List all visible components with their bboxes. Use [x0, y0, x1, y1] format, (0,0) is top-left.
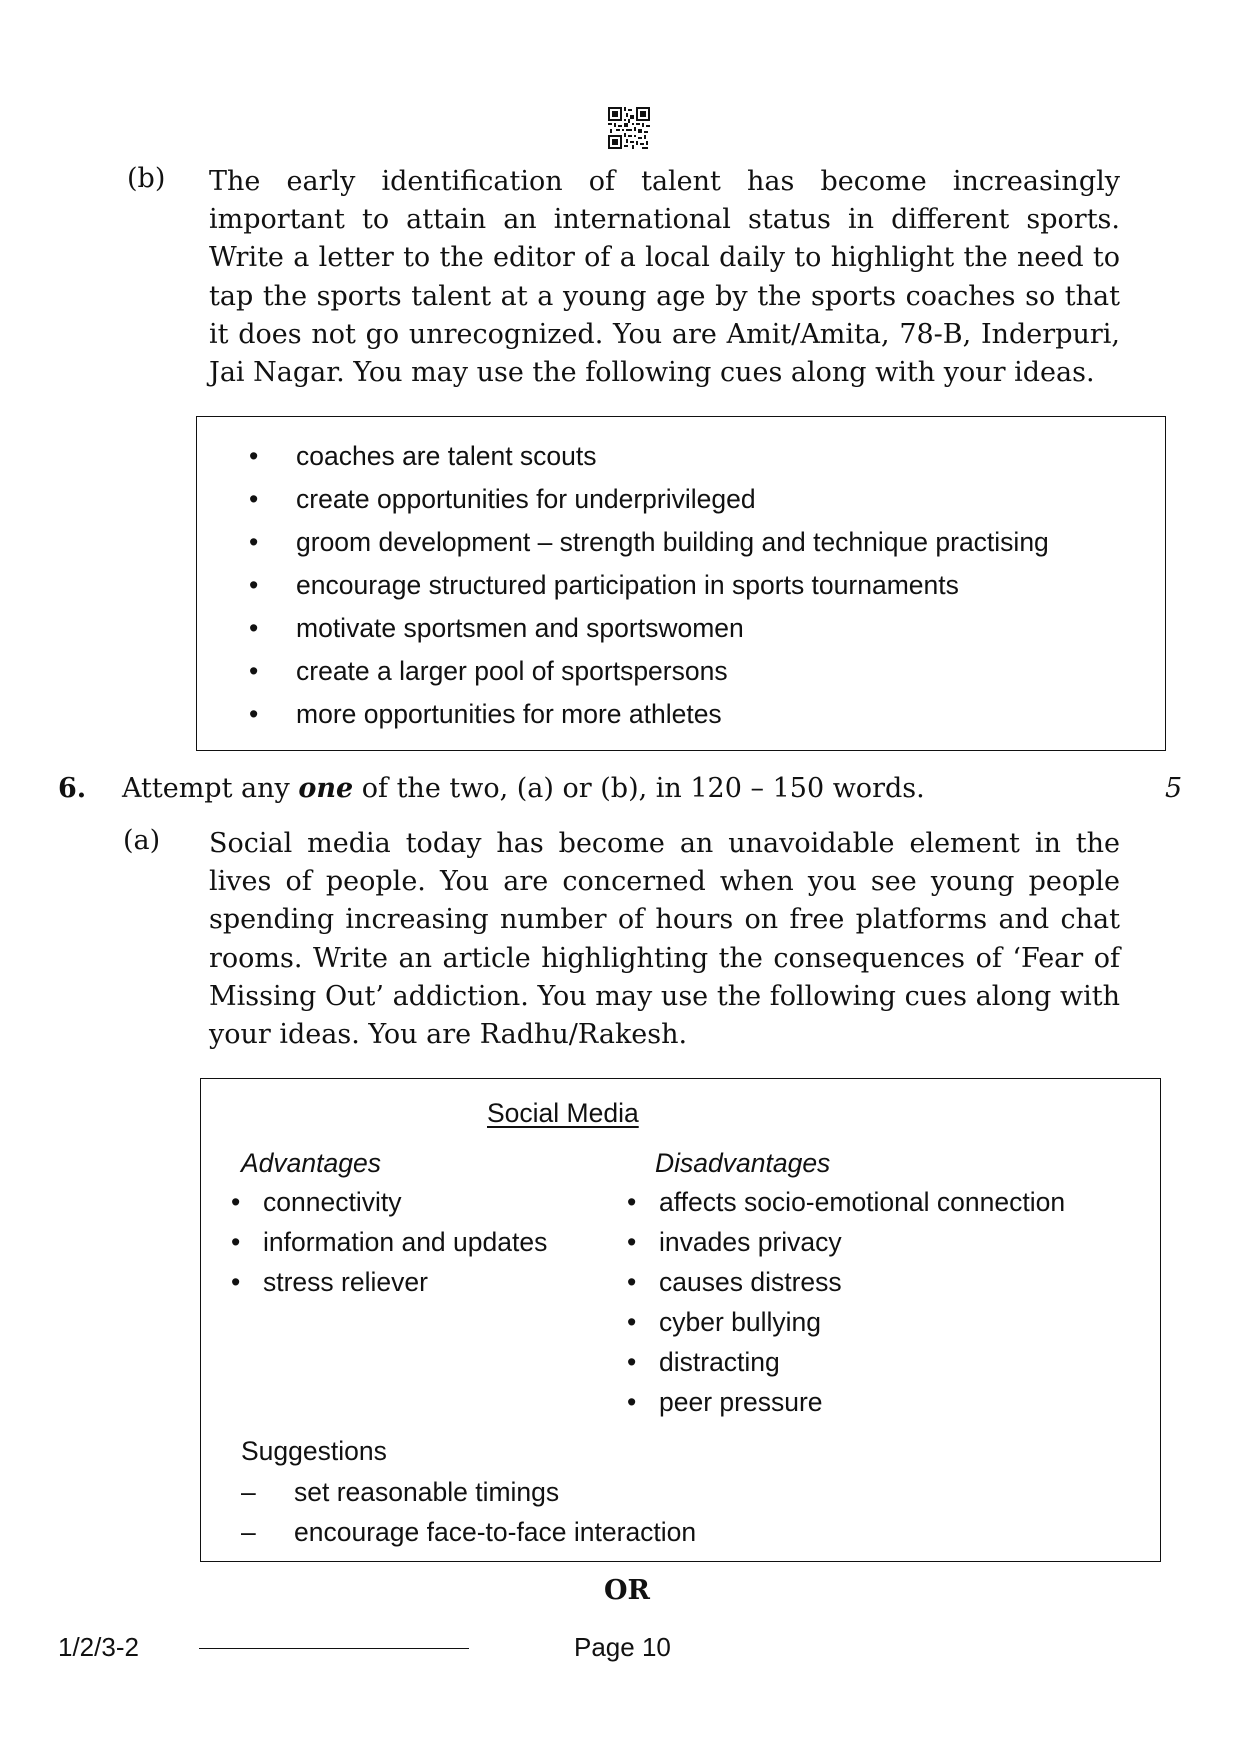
question-5b-label: (b) — [127, 163, 166, 194]
advantage-item: stress reliever — [263, 1267, 428, 1297]
bullet-icon: • — [231, 1267, 241, 1297]
question-6a-text — [209, 825, 1120, 1054]
question-5b-line: the editor of a local daily to highlight the need to tap the sports — [209, 242, 1120, 312]
cue-item: • create a larger pool of sportspersons — [249, 656, 728, 686]
bullet-icon: • — [249, 699, 259, 729]
sports-cues-list — [197, 441, 1165, 742]
cue-item: • motivate sportsmen and sportswomen — [249, 613, 744, 643]
qr-code-icon — [608, 107, 650, 149]
cue-item: • coaches are talent scouts — [249, 441, 597, 471]
bullet-icon: • — [249, 527, 259, 557]
bullet-icon: • — [627, 1307, 637, 1337]
disadvantages-heading: Disadvantages — [655, 1148, 831, 1178]
bullet-icon: • — [627, 1387, 637, 1417]
sports-cues-box — [196, 416, 1166, 751]
bullet-icon: • — [249, 656, 259, 686]
cue-item: • create opportunities for underprivileged — [249, 484, 756, 514]
disadvantage-item: affects socio-emotional connection — [659, 1187, 1066, 1217]
question-5b-line: talent at a young age by the sports coaches so that it does not go — [209, 280, 1120, 350]
footer-divider — [199, 1648, 469, 1649]
cue-item: • groom development – strength building and technique practising — [249, 527, 1049, 557]
social-media-title: Social Media — [487, 1098, 639, 1128]
suggestions-heading: Suggestions — [241, 1436, 387, 1466]
bullet-icon: • — [249, 613, 259, 643]
bullet-icon: • — [249, 441, 259, 471]
bullet-icon: • — [249, 570, 259, 600]
cue-item: • encourage structured participation in sports tournaments — [249, 570, 959, 600]
disadvantage-item: peer pressure — [659, 1387, 823, 1417]
question-5b-line: The early identification of talent has become increasingly important — [209, 166, 1120, 236]
question-5b-line: unrecognized. You are Amit/Amita, 78-B, Inderpuri, Jai Nagar. You — [209, 318, 1120, 389]
page-number: Page 10 — [574, 1632, 671, 1662]
advantages-heading: Advantages — [241, 1148, 381, 1178]
question-6a-line: Social media today has become an unavoidable element in the lives — [209, 828, 1120, 898]
question-6a-line: increasing number of hours on free platforms and chat rooms. Write — [209, 904, 1120, 974]
bullet-icon: • — [627, 1347, 637, 1377]
question-6a-line: an article highlighting the consequences of ‘Fear of Missing Out’ — [209, 942, 1120, 1012]
disadvantage-item: cyber bullying — [659, 1307, 822, 1337]
advantage-item: information and updates — [263, 1227, 548, 1257]
question-6-marks: 5 — [1165, 773, 1183, 804]
question-6a-label: (a) — [123, 825, 161, 856]
bullet-icon: • — [627, 1227, 637, 1257]
suggestion-item: set reasonable timings — [294, 1477, 560, 1507]
dash-icon: – — [241, 1477, 256, 1507]
social-media-cues-box — [200, 1078, 1161, 1562]
question-6-number: 6. — [58, 773, 87, 804]
question-6a-line: of people. You are concerned when you see young people spending — [209, 866, 1120, 936]
cue-item: • more opportunities for more athletes — [249, 699, 722, 729]
or-separator: OR — [604, 1575, 650, 1606]
question-5b-text — [209, 163, 1120, 392]
paper-code: 1/2/3-2 — [58, 1632, 139, 1662]
dash-icon: – — [241, 1517, 256, 1547]
question-6a-line: addiction. You may use the following cues along with your ideas. — [209, 980, 1121, 1051]
disadvantage-item: distracting — [659, 1347, 780, 1377]
disadvantage-item: causes distress — [659, 1267, 842, 1297]
question-5b-line: to attain an international status in different sports. Write a letter to — [209, 204, 1120, 274]
question-5b-line: may use the following cues along with your ideas. — [411, 357, 1095, 389]
question-6-instruction: Attempt any one of the two, (a) or (b), in 120 – 150 words. — [122, 773, 925, 804]
bullet-icon: • — [627, 1187, 637, 1217]
question-6a-line: You are Radhu/Rakesh. — [368, 1019, 688, 1051]
suggestion-item: encourage face-to-face interaction — [294, 1517, 697, 1547]
disadvantage-item: invades privacy — [659, 1227, 842, 1257]
bullet-icon: • — [249, 484, 259, 514]
bullet-icon: • — [231, 1227, 241, 1257]
bullet-icon: • — [231, 1187, 241, 1217]
bullet-icon: • — [627, 1267, 637, 1297]
advantage-item: connectivity — [263, 1187, 402, 1217]
